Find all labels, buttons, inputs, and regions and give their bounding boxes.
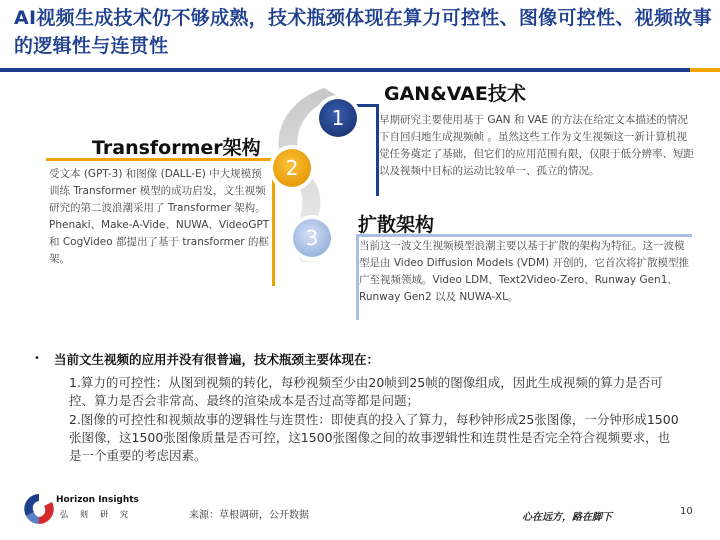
summary-point-image-story: 2.图像的可控性和视频故事的逻辑性与连贯性：即使真的投入了算力，每秒钟形成25张图像，一分钟形成1500张图像，这1500张图像质量是否可控，这1500张图像之间的故事逻辑性和连贯性是否完全符合视频要求，也是一个重要的考虑因素。	[69, 412, 679, 463]
step-1-badge	[315, 95, 361, 141]
diffusion-description: 当前这一波文生视频模型浪潮主要以基于扩散的架构为特征。这一波模型是由 Video Diffusion Models (VDM) 开创的，它首次将扩散模型推广至视频领域。Video LDM、Text2Video-Zero、Runway Gen1、Runway Gen2 以及 NUWA-XL。	[359, 240, 689, 303]
footer-slogan: 心在远方，路在脚下	[522, 512, 612, 523]
title-divider	[0, 68, 690, 72]
gan-vae-description: 早期研究主要使用基于 GAN 和 VAE 的方法在给定文本描述的情况下自回归地生成视频帧 。虽然这些工作为文生视频这一新计算机视觉任务奠定了基础，但它们的应用范围有限，仅限于低分辨率、短距以及视频中目标的运动比较单一、孤立的情况。	[379, 114, 694, 177]
logo-name: Horizon Insights	[56, 495, 139, 505]
logo-chinese-name: 弘则研究	[60, 510, 140, 519]
step-3-number: 3	[305, 226, 319, 250]
summary-point-compute: 1.算力的可控性：从图到视频的转化，每秒视频至少由20帧到25帧的图像组成，因此生成视频的算力是否可控、算力是否会非常高、最终的渲染成本是否过高等都是问题；	[69, 375, 663, 408]
step-2-number: 2	[285, 156, 299, 180]
step-2-badge	[269, 145, 315, 191]
transformer-heading: Transformer架构	[92, 137, 261, 159]
diffusion-heading: 扩散架构	[358, 214, 435, 236]
horizon-insights-logo-icon	[22, 492, 56, 526]
source-note: 来源：草根调研，公开数据	[189, 510, 309, 521]
page-number: 10	[680, 506, 693, 517]
gan-vae-heading: GAN&VAE技术	[384, 83, 526, 105]
title-divider-accent	[690, 68, 720, 72]
page-title: AI视频生成技术仍不够成熟，技术瓶颈体现在算力可控性、图像可控性、视频故事的逻辑性与连贯性	[14, 7, 712, 57]
summary-heading: 当前文生视频的应用并没有很普遍，技术瓶颈主要体现在：	[54, 352, 380, 367]
step-1-number: 1	[331, 106, 345, 130]
step-3-badge	[289, 215, 335, 261]
transformer-description: 受文本 (GPT-3) 和图像 (DALL-E) 中大规模预训练 Transformer 模型的成功启发，文生视频研究的第二波浪潮采用了 Transformer 架构。Phenaki、Make-A-Vide、NUWA、VideoGPT 和 CogVideo 都提出了基于 transformer 的框架。	[49, 168, 270, 265]
bullet-marker: •	[34, 353, 40, 364]
